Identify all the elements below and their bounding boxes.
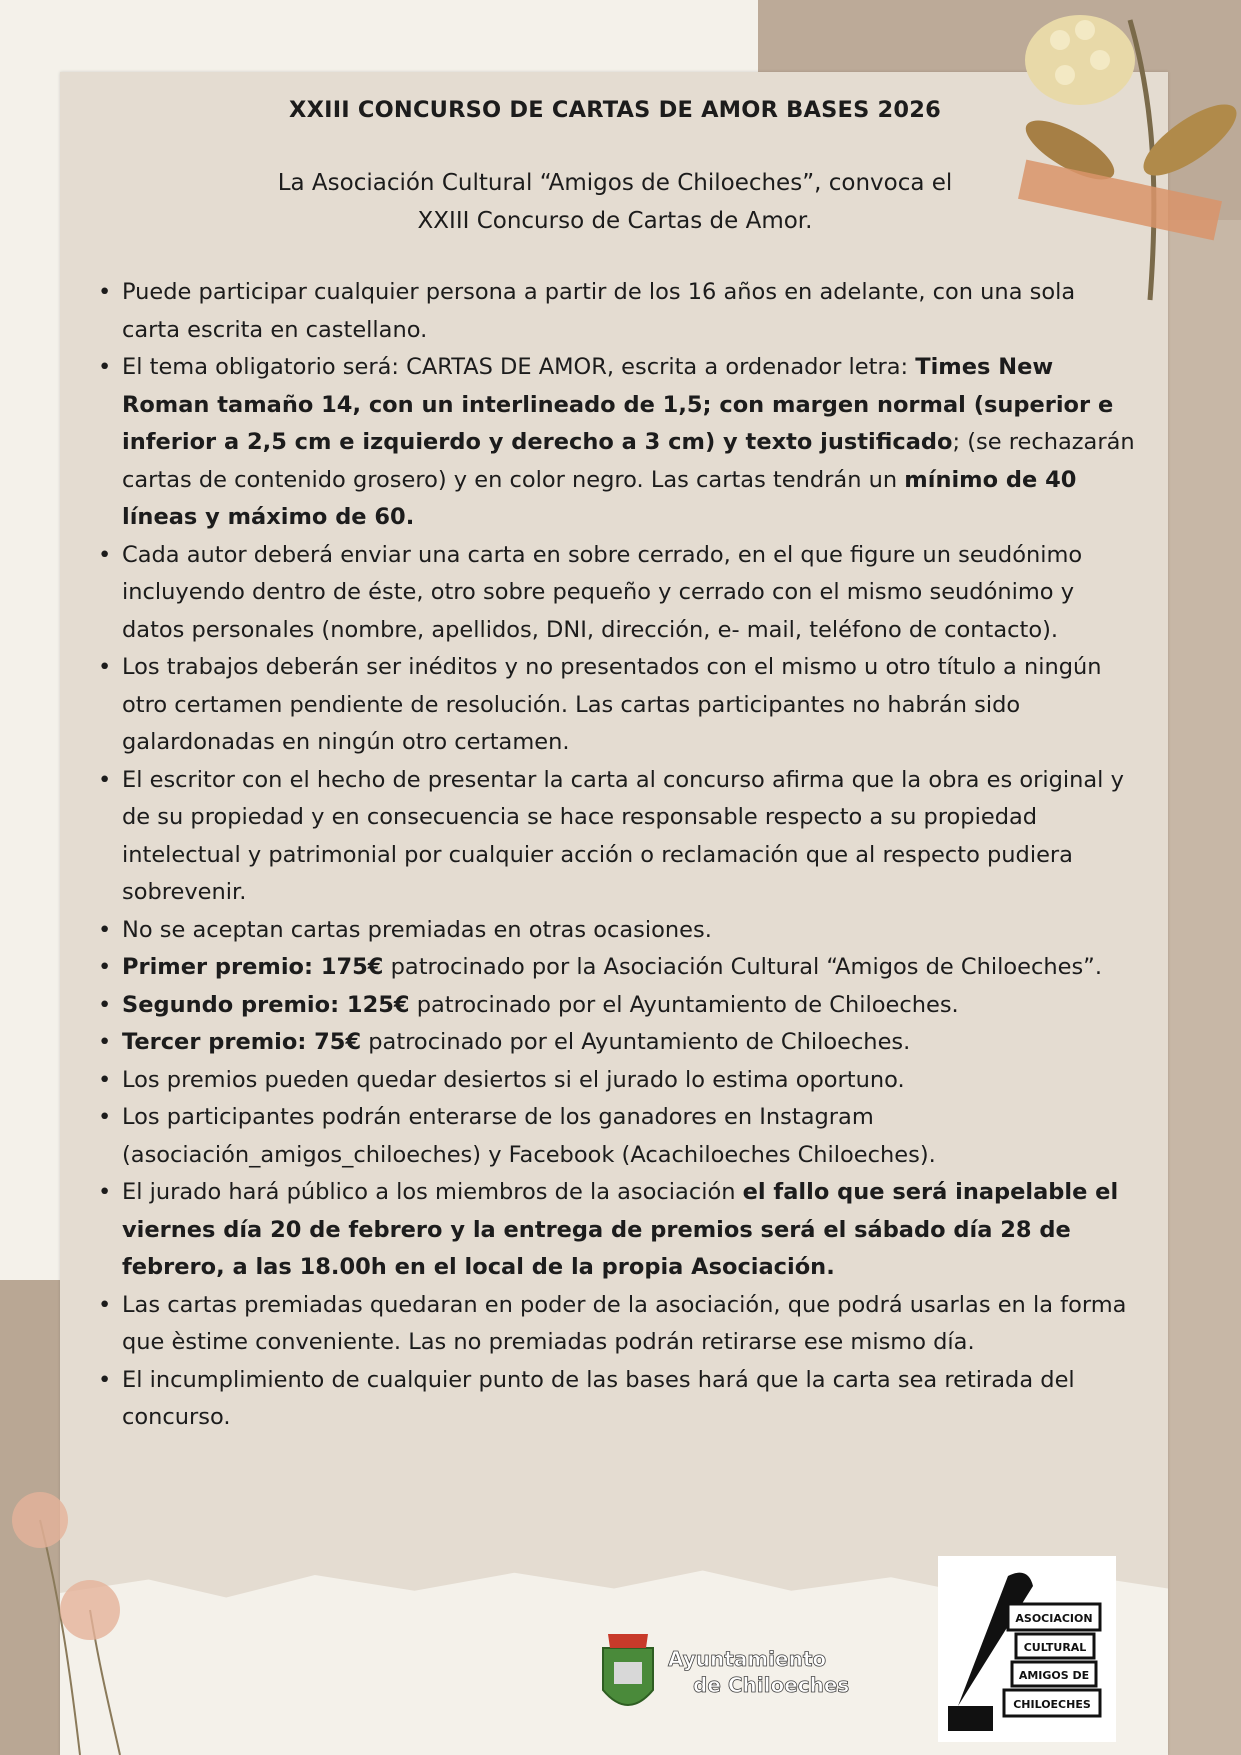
rule-item: • El tema obligatorio será: CARTAS DE AMOR, escrita a ordenador letra: Times New Roman tamaño 14, con un interlineado de 1,5; con margen normal (superior e inferior a 2,5 cm e izquierdo y derecho a 3 cm) y texto justificado; (se rechazarán cartas de contenido grosero) y en color negro. Las cartas tendrán un mínimo de 40 líneas y máximo de 60. bbox=[122, 349, 1140, 537]
rule-item: • Los participantes podrán enterarse de los ganadores en Instagram (asociación_amigos_chiloeches) y Facebook (Acachiloeches Chiloeches). bbox=[122, 1099, 1140, 1174]
prize-item-first: • Primer premio: 175€ patrocinado por la Asociación Cultural “Amigos de Chiloeches”. bbox=[122, 949, 1140, 987]
asociacion-text-3: AMIGOS DE bbox=[1018, 1669, 1090, 1682]
intro-line-1: La Asociación Cultural “Amigos de Chiloeches”, convoca el bbox=[277, 170, 953, 196]
intro-paragraph bbox=[90, 164, 1140, 240]
rule-item: • No se aceptan cartas premiadas en otras ocasiones. bbox=[122, 912, 1140, 950]
ayuntamiento-logo bbox=[598, 1628, 888, 1720]
rule-item: • Las cartas premiadas quedaran en poder de la asociación, que podrá usarlas en la forma que èstime conveniente. Las no premiadas podrán retirarse ese mismo día. bbox=[122, 1287, 1140, 1362]
rule-item: • Cada autor deberá enviar una carta en sobre cerrado, en el que figure un seudónimo incluyendo dentro de éste, otro sobre pequeño y cerrado con el mismo seudónimo y datos personales (nombre, apellidos, DNI, dirección, e- mail, teléfono de contacto). bbox=[122, 537, 1140, 650]
document-title: XXIII CONCURSO DE CARTAS DE AMOR BASES 2026 bbox=[289, 97, 941, 123]
prize-item-third: • Tercer premio: 75€ patrocinado por el Ayuntamiento de Chiloeches. bbox=[122, 1024, 1140, 1062]
rule-item: • Los premios pueden quedar desiertos si el jurado lo estima oportuno. bbox=[122, 1062, 1140, 1100]
rule-item: • El jurado hará público a los miembros de la asociación el fallo que será inapelable el viernes día 20 de febrero y la entrega de premios será el sábado día 28 de febrero, a las 18.00h en el local de la propia Asociación. bbox=[122, 1174, 1140, 1287]
ayuntamiento-name-line-2: de Chiloeches bbox=[693, 1673, 850, 1697]
asociacion-text-4: CHILOECHES bbox=[1013, 1698, 1091, 1711]
rules-list bbox=[90, 274, 1140, 1437]
prize-item-second: • Segundo premio: 125€ patrocinado por el Ayuntamiento de Chiloeches. bbox=[122, 987, 1140, 1025]
document-body bbox=[90, 92, 1140, 1437]
asociacion-text-2: CULTURAL bbox=[1023, 1641, 1087, 1654]
rule-item: • Los trabajos deberán ser inéditos y no presentados con el mismo u otro título a ningún otro certamen pendiente de resolución. Las cartas participantes no habrán sido galardonadas en ningún otro certamen. bbox=[122, 649, 1140, 762]
rule-item: • El incumplimiento de cualquier punto de las bases hará que la carta sea retirada del concurso. bbox=[122, 1362, 1140, 1437]
ayuntamiento-name-line-1: Ayuntamiento bbox=[668, 1647, 827, 1671]
rule-item: • Puede participar cualquier persona a partir de los 16 años en adelante, con una sola carta escrita en castellano. bbox=[122, 274, 1140, 349]
flower-decoration-icon bbox=[0, 1480, 160, 1755]
asociacion-logo bbox=[938, 1556, 1116, 1742]
asociacion-text-1: ASOCIACION bbox=[1015, 1612, 1093, 1625]
intro-line-2: XXIII Concurso de Cartas de Amor. bbox=[417, 208, 813, 234]
quill-book-icon bbox=[938, 1556, 1116, 1742]
rule-item: • El escritor con el hecho de presentar la carta al concurso afirma que la obra es original y de su propiedad y en consecuencia se hace responsable respecto a su propiedad intelectual y patrimonial por cualquier acción o reclamación que al respecto pudiera sobrevenir. bbox=[122, 762, 1140, 912]
background-tan-right bbox=[1160, 220, 1241, 1755]
